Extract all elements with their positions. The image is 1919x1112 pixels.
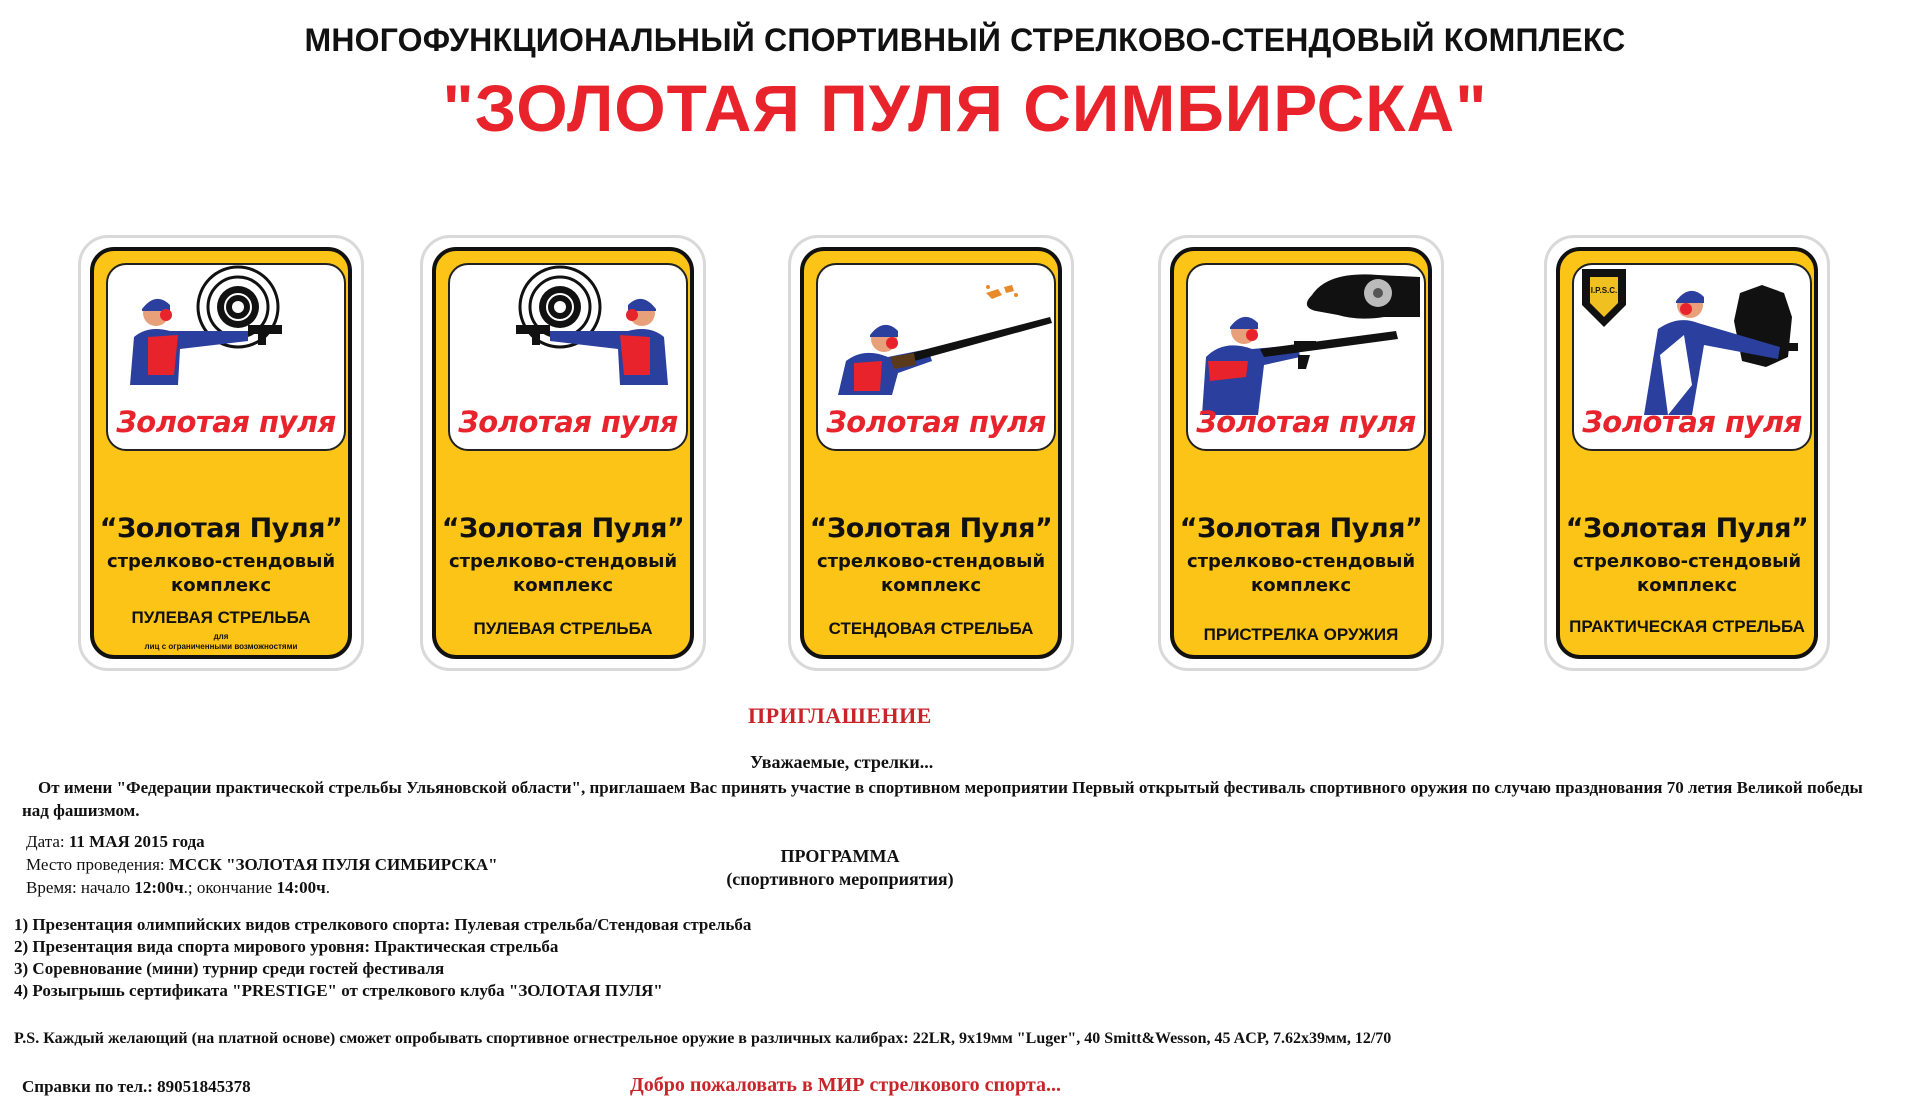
- sign-brand-label: Золотая пуля: [458, 405, 678, 439]
- program-subtitle: (спортивного мероприятия): [726, 869, 954, 889]
- sign-panel: [432, 247, 694, 659]
- complex-subtitle: МНОГОФУНКЦИОНАЛЬНЫЙ СПОРТИВНЫЙ СТРЕЛКОВО-СТЕНДОВЫЙ КОМПЛЕКС: [304, 22, 1626, 58]
- sign-pictogram: [448, 263, 688, 451]
- sign-title: “Золотая Пуля”: [99, 513, 343, 544]
- sign-discipline: ПРИСТРЕЛКА ОРУЖИЯ: [1203, 625, 1399, 644]
- program-item: 2) Презентация вида спорта мирового уровня: Практическая стрельба: [14, 937, 559, 956]
- sign-title: “Золотая Пуля”: [1565, 513, 1809, 544]
- program-list: [14, 914, 751, 1002]
- event-time: [26, 876, 498, 899]
- sign-subtitle: стрелково-стендовый комплекс: [448, 551, 678, 596]
- sign-brand-label: Золотая пуля: [826, 405, 1046, 439]
- sign-title: “Золотая Пуля”: [1179, 513, 1423, 544]
- sign-panel: [1170, 247, 1432, 659]
- sign-discipline: ПРАКТИЧЕСКАЯ СТРЕЛЬБА: [1569, 617, 1805, 636]
- sign-discipline: ПУЛЕВАЯ СТРЕЛЬБА: [473, 619, 653, 638]
- sign-title: “Золотая Пуля”: [441, 513, 685, 544]
- sign-zeroing: [1158, 235, 1444, 671]
- sign-brand-label: Золотая пуля: [116, 405, 336, 439]
- program-item: 1) Презентация олимпийских видов стрелкового спорта: Пулевая стрельба/Стендовая стрельба: [14, 915, 752, 934]
- sign-title: “Золотая Пуля”: [809, 513, 1053, 544]
- sign-brand-label: Золотая пуля: [1582, 405, 1802, 439]
- sign-pistol: [420, 235, 706, 671]
- ipsc-badge-text: I.P.S.C.: [1590, 286, 1618, 295]
- postscript: P.S. Каждый желающий (на платной основе) сможет опробывать спортивное огнестрельное оружие в различных калибрах: 22LR, 9х19мм "Luger", 40 Smitt&Wesson, 45 ACP, 7.62х39мм, 12/70: [14, 1030, 1392, 1047]
- date-value: 11 МАЯ 2015 года: [68, 832, 205, 851]
- sign-brand-label: Золотая пуля: [1196, 405, 1416, 439]
- sign-discipline: ПУЛЕВАЯ СТРЕЛЬБА: [131, 608, 311, 627]
- sign-pictogram: [816, 263, 1056, 451]
- time-tail: .: [325, 878, 330, 897]
- program-item: 3) Соревнование (мини) турнир среди гостей фестиваля: [14, 959, 445, 978]
- program-heading: [700, 845, 980, 891]
- sign-subtitle: стрелково-стендовый комплекс: [106, 551, 336, 596]
- sign-pictogram: [1572, 263, 1812, 451]
- welcome-message: Добро пожаловать в МИР стрелкового спорта...: [630, 1074, 1061, 1096]
- place-label: Место проведения:: [26, 855, 169, 874]
- sign-practical: [1544, 235, 1830, 671]
- sign-pictogram: [1186, 263, 1426, 451]
- sign-pictogram: [106, 263, 346, 451]
- time-label: Время: начало: [26, 878, 135, 897]
- sign-subtitle: стрелково-стендовый комплекс: [816, 551, 1046, 596]
- event-details: [26, 830, 498, 899]
- event-place: [26, 853, 498, 876]
- sign-panel: [90, 247, 352, 659]
- date-label: Дата:: [26, 832, 69, 851]
- sign-panel: [800, 247, 1062, 659]
- sign-note-line1: для: [213, 632, 229, 641]
- contact-phone: Справки по тел.: 89051845378: [22, 1077, 251, 1096]
- sign-discipline: СТЕНДОВАЯ СТРЕЛЬБА: [828, 619, 1034, 638]
- event-date: [26, 830, 498, 853]
- time-start: 12:00ч: [134, 878, 184, 897]
- sign-panel: [1556, 247, 1818, 659]
- time-end: 14:00ч: [276, 878, 326, 897]
- time-separator: .; окончание: [183, 878, 277, 897]
- sign-note-line2: лиц с ограниченными возможностями: [144, 642, 298, 651]
- sign-trap: [788, 235, 1074, 671]
- sign-pistol-accessible: [78, 235, 364, 671]
- invitation-title: ПРИГЛАШЕНИЕ: [748, 703, 932, 728]
- program-item: 4) Розыгрышь сертификата "PRESTIGE" от стрелкового клуба "ЗОЛОТАЯ ПУЛЯ": [14, 981, 663, 1000]
- invitation-greeting: Уважаемые, стрелки...: [750, 752, 934, 772]
- sign-subtitle: стрелково-стендовый комплекс: [1186, 551, 1416, 596]
- place-value: МССК "ЗОЛОТАЯ ПУЛЯ СИМБИРСКА": [168, 855, 498, 874]
- program-title: ПРОГРАММА: [780, 846, 900, 866]
- complex-title: "ЗОЛОТАЯ ПУЛЯ СИМБИРСКА": [442, 71, 1488, 145]
- sign-subtitle: стрелково-стендовый комплекс: [1572, 551, 1802, 596]
- invitation-intro: От имени "Федерации практической стрельбы Ульяновской области", приглашаем Вас принять участие в спортивном мероприятии Первый открытый фестиваль спортивного оружия по случаю празднования 70 летия Великой победы над фашизмом.: [22, 778, 1863, 820]
